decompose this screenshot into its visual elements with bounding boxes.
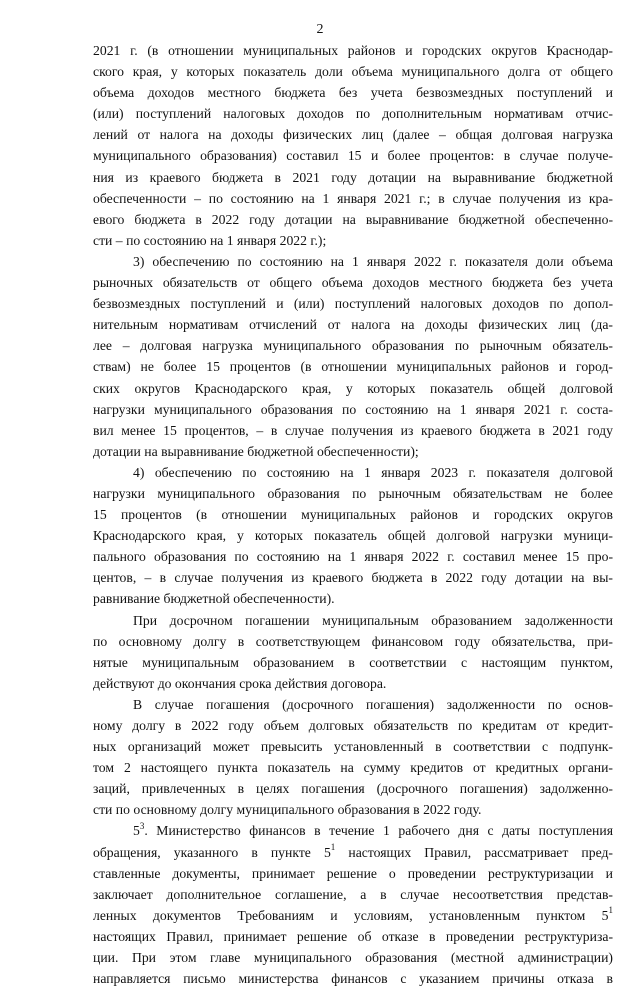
text-line: 3) обеспечению по состоянию на 1 января 2022 г. показателя доли объема [133, 253, 613, 269]
reference-superscript: 1 [330, 842, 336, 852]
text-line: В случае погашения (досрочного погашения) задолженности по основ- [133, 696, 613, 712]
text-line: том 2 настоящего пункта показатель на сумму кредитов от кредитных органи- [93, 760, 613, 776]
document-body [93, 40, 613, 989]
text-line: направляется письмо министерства финансов с указанием причины отказа в [93, 971, 613, 987]
text-line: пального образования по состоянию на 1 января 2022 г. составил менее 15 про- [93, 549, 613, 565]
text-line: лений от налога на доходы физических лиц (далее – общая долговая нагрузка [93, 127, 613, 143]
text-line: нагрузки муниципального образования по рыночным обязательствам не более [93, 485, 613, 501]
text-line: лее – долговая нагрузка муниципального образования по рыночным обязатель- [93, 338, 613, 354]
text-line: обращения, указанного в пункте $5^1$ настоящих Правил, рассматривает пред- [93, 842, 613, 860]
text-line: действуют до окончания срока действия договора. [93, 675, 387, 691]
text-line: 15 процентов (в отношении муниципальных районов и городских округов [93, 507, 613, 523]
text-line: ных организаций может превысить установленный в соответствии с подпунк- [93, 739, 613, 755]
text-line: ленных документов Требованиям и условиям, установленным пунктом $5^1$ [93, 905, 613, 923]
paragraph-p1 [93, 40, 613, 251]
text-line: по основному долгу в соответствующем финансовом году обязательства, при- [93, 633, 613, 649]
text-line: рыночных обязательств от общего объема доходов местного бюджета без учета [93, 275, 613, 291]
section-number: 5 [133, 823, 140, 839]
text-line: ского края, у которых показатель доли объема муниципального долга от общего [93, 64, 613, 80]
text-line: настоящих Правил, принимает решение об отказе в проведении реструктуриза- [93, 928, 613, 944]
text-line: заключает дополнительное соглашение, а в случае несоответствия представ- [93, 886, 613, 902]
paragraphs [93, 40, 613, 820]
text-line: сти по основному долгу муниципального образования в 2022 году. [93, 802, 482, 818]
text-line: нагрузки муниципального образования по состоянию на 1 января 2021 г. соста- [93, 401, 613, 417]
text-line: муниципального образования) составил 15 и более процентов: в случае получе- [93, 148, 613, 164]
reference-superscript: 1 [608, 905, 613, 916]
text-line: равнивание бюджетной обеспеченности). [93, 591, 335, 607]
text-line: безвозмездных поступлений и (или) поступлений налоговых доходов по допол- [93, 296, 613, 312]
text-line: ному долгу в 2022 году объем долговых обязательств по кредитам от кредит- [93, 718, 613, 733]
text-line: 4) обеспечению по состоянию на 1 января 2023 г. показателя долговой [133, 464, 613, 480]
paragraph-p5 [93, 694, 613, 821]
paragraph-p3 [93, 462, 613, 610]
text-line: ния из краевого бюджета в 2021 году дотации на выравнивание бюджетной [93, 169, 613, 185]
text-line: заций, привлеченных в целях погашения (досрочного погашения) задолженно- [93, 781, 613, 797]
text-line: сти – по состоянию на 1 января 2022 г.); [93, 232, 327, 248]
text-line: При досрочном погашении муниципальным образованием задолженности [133, 612, 613, 628]
text-line: ствам) не более 15 процентов (в отношении муниципальных районов и город- [93, 359, 613, 375]
paragraph-p4 [93, 610, 613, 694]
text-line: вил менее 15 процентов, – в случае получения из краевого бюджета в 2021 году [93, 422, 613, 438]
text-line: центов, – в случае получения из краевого бюджета в 2022 году дотации на вы- [93, 570, 613, 586]
text-line: ции. При этом главе муниципального образования (местной администрации) [93, 950, 613, 966]
text-line: нительным нормативам отчислений от налога на доходы физических лиц (да- [93, 317, 613, 333]
text-line: 2021 г. (в отношении муниципальных районов и городских округов Краснодар- [93, 43, 613, 58]
text-line: (или) поступлений налоговых доходов по дополнительным нормативам отчис- [93, 106, 613, 122]
text-line: обеспеченности – по состоянию на 1 января 2021 г.; в случае получения из кра- [93, 190, 613, 206]
text-line: объема доходов местного бюджета без учета безвозмездных поступлений и [93, 85, 613, 101]
text-line: дотации на выравнивание бюджетной обеспеченности); [93, 443, 419, 459]
text-line: Краснодарского края, у которых показатель общей долговой нагрузки муници- [93, 528, 613, 544]
text-line: ставленные документы, принимает решение о проведении реструктуризации и [93, 865, 613, 881]
text-line: нятые муниципальным образованием в соответствии с настоящим пунктом, [93, 654, 613, 670]
text-line: евого бюджета в 2022 году дотации на выравнивание бюджетной обеспеченно- [93, 211, 613, 227]
text-line: $5^3$. Министерство финансов в течение 1 рабочего дня с даты поступления [133, 820, 613, 839]
text-line: ских округов Краснодарского края, у которых показатель общей долговой [93, 380, 613, 396]
paragraph-p2 [93, 251, 613, 462]
page-number: 2 [316, 22, 324, 37]
section-number-superscript: 3 [139, 820, 145, 831]
